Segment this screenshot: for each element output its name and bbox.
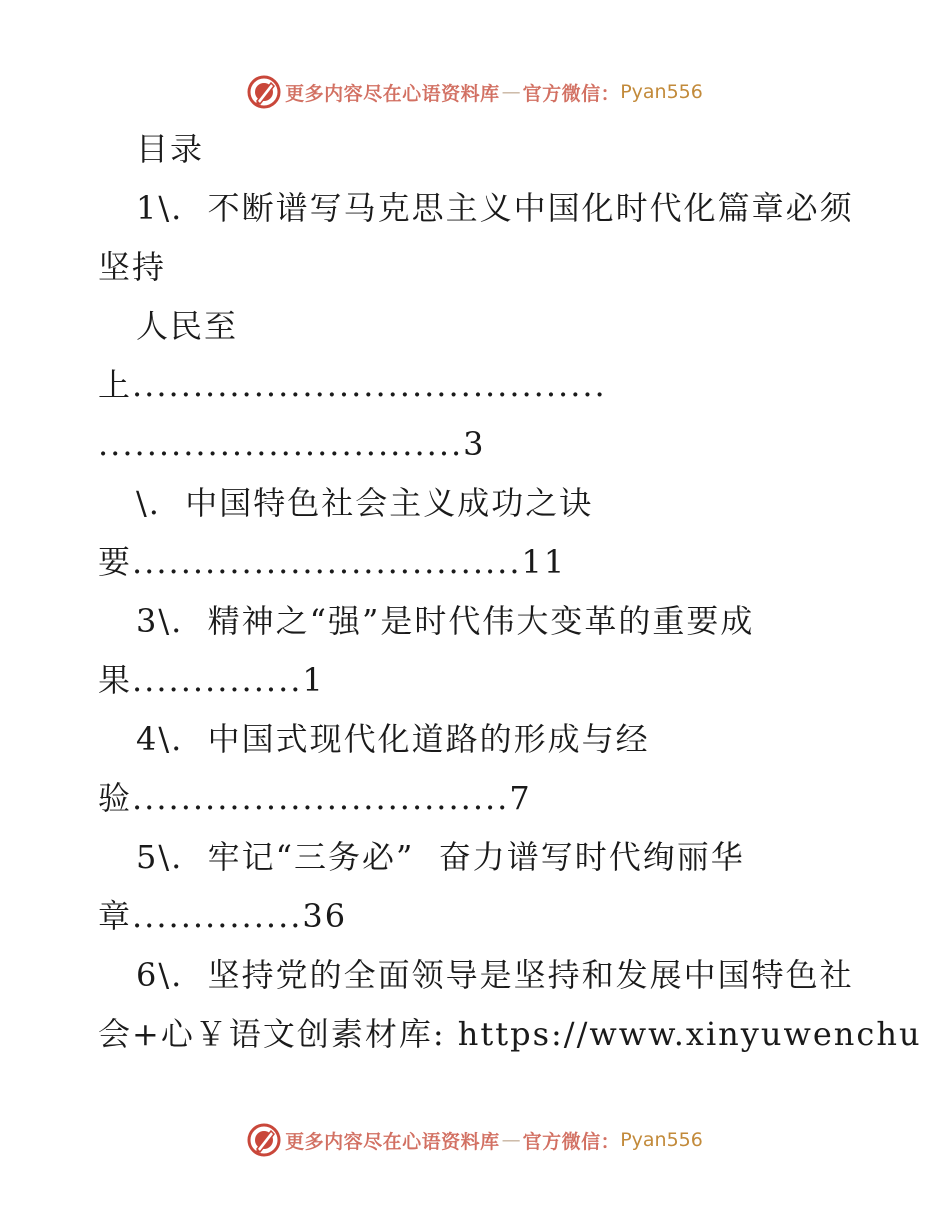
pen-logo-icon	[247, 75, 281, 109]
footer-watermark-banner	[0, 1120, 950, 1160]
toc-heading: 目录	[136, 130, 205, 168]
toc-line: 要................................11	[98, 543, 567, 581]
toc-line: 人民至	[136, 307, 239, 345]
watermark-wechat-id: Pyan556	[620, 1129, 703, 1151]
toc-line: 上.......................................	[98, 366, 607, 404]
toc-line: 6\. 坚持党的全面领导是坚持和发展中国特色社	[136, 956, 854, 994]
toc-line: 坚持	[98, 248, 167, 286]
toc-line: 4\. 中国式现代化道路的形成与经	[136, 720, 650, 758]
table-of-contents	[98, 120, 922, 1064]
watermark-wechat-label: 官方微信：	[522, 1130, 621, 1153]
header-watermark-banner	[0, 72, 950, 112]
toc-line: 3\. 精神之“强”是时代伟大变革的重要成	[136, 602, 755, 640]
watermark-wechat-label: 官方微信：	[522, 82, 621, 105]
toc-line: 5\. 牢记“三务必” 奋力谱写时代绚丽华	[136, 838, 745, 876]
toc-line: \. 中国特色社会主义成功之诀	[136, 484, 594, 522]
watermark-separator: —	[501, 1129, 521, 1151]
watermark-site-text: 更多内容尽在心语资料库	[285, 1130, 500, 1153]
toc-line: 果..............1	[98, 661, 325, 699]
watermark-separator: —	[501, 81, 521, 103]
toc-line: 章..............36	[98, 897, 348, 935]
pen-logo-icon	[247, 1123, 281, 1157]
watermark-wechat-id: Pyan556	[620, 81, 703, 103]
toc-line: 验...............................7	[98, 779, 532, 817]
toc-line: 会+心￥语文创素材库: https://www.xinyuwenchu	[98, 1015, 922, 1053]
toc-line: 1\. 不断谱写马克思主义中国化时代化篇章必须	[136, 189, 854, 227]
toc-line: ..............................3	[98, 425, 486, 463]
watermark-site-text: 更多内容尽在心语资料库	[285, 82, 500, 105]
